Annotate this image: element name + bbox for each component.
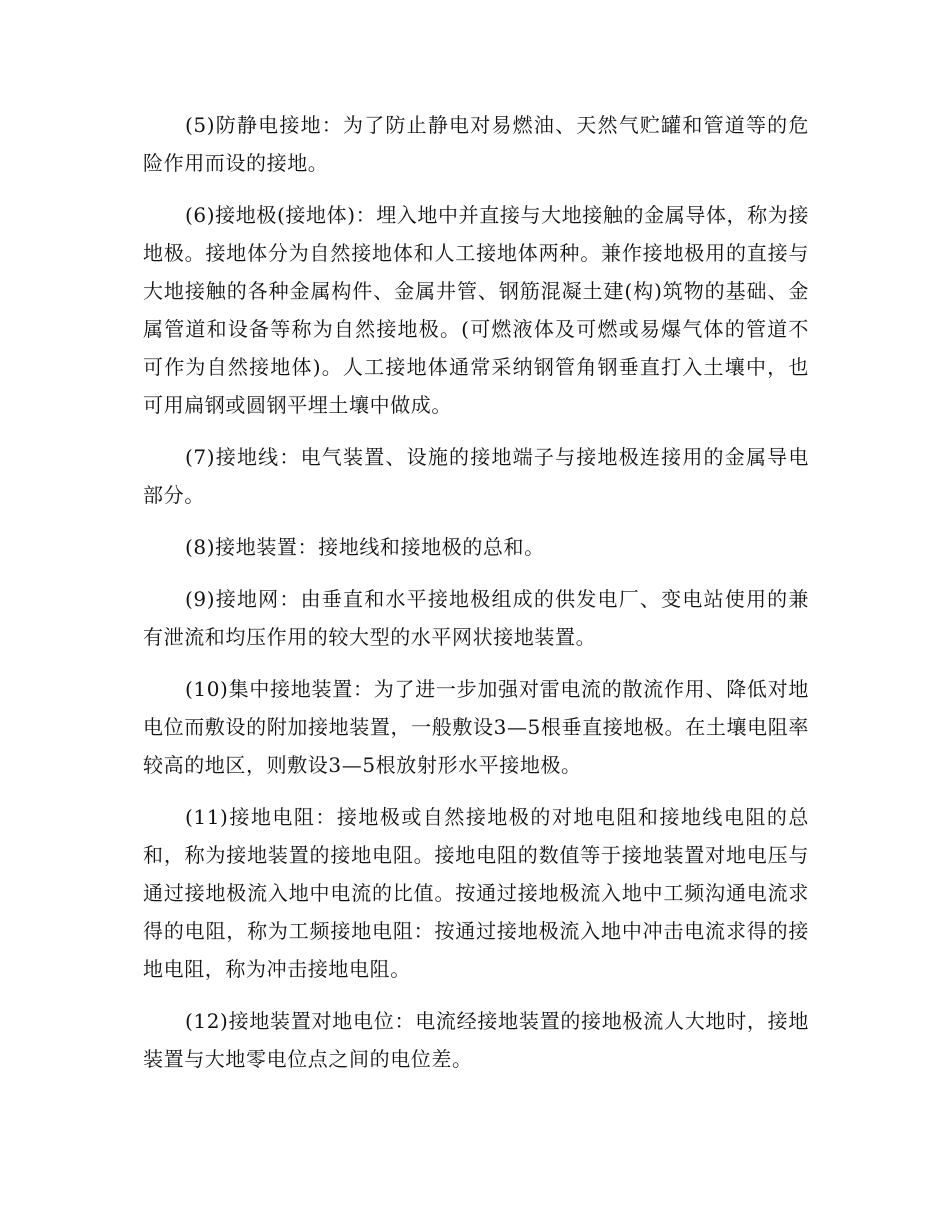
paragraph-concentrated-grounding: (10)集中接地装置：为了进一步加强对雷电流的散流作用、降低对地电位而敷设的附加接地装置，一般敷设3—5根垂直接地极。在土壤电阻率较高的地区，则敷设3—5根放射形水平接地极。 xyxy=(143,677,809,777)
paragraph-grounding-potential: (12)接地装置对地电位：电流经接地装置的接地极流人大地时，接地装置与大地零电位点之间的电位差。 xyxy=(143,1009,809,1071)
paragraph-grounding-resistance: (11)接地电阻：接地极或自然接地极的对地电阻和接地线电阻的总和，称为接地装置的接地电阻。接地电阻的数值等于接地装置对地电压与通过接地极流入地中电流的比值。按通过接地极流入地中工频沟通电流求得的电阻，称为工频接地电阻：按通过接地极流入地中冲击电流求得的接地电阻，称为冲击接地电阻。 xyxy=(143,805,809,981)
paragraph-grounding-device: (8)接地装置：接地线和接地极的总和。 xyxy=(185,535,545,559)
paragraph-grounding-conductor: (7)接地线：电气装置、设施的接地端子与接地极连接用的金属导电部分。 xyxy=(143,445,809,507)
paragraph-anti-static-grounding: (5)防静电接地：为了防止静电对易燃油、天然气贮罐和管道等的危险作用而设的接地。 xyxy=(143,113,809,175)
paragraph-grounding-electrode: (6)接地极(接地体)：埋入地中并直接与大地接触的金属导体，称为接地极。接地体分为自然接地体和人工接地体两种。兼作接地极用的直接与大地接触的各种金属构件、金属井管、钢筋混凝土建(构)筑物的基础、金属管道和设备等称为自然接地极。(可燃液体及可燃或易爆气体的管道不可作为自然接地体)。人工接地体通常采纳钢管角钢垂直打入土壤中，也可用扁钢或圆钢平埋土壤中做成。 xyxy=(143,203,809,417)
paragraph-grounding-grid: (9)接地网：由垂直和水平接地极组成的供发电厂、变电站使用的兼有泄流和均压作用的较大型的水平网状接地装置。 xyxy=(143,587,809,649)
document-body xyxy=(143,106,809,1092)
